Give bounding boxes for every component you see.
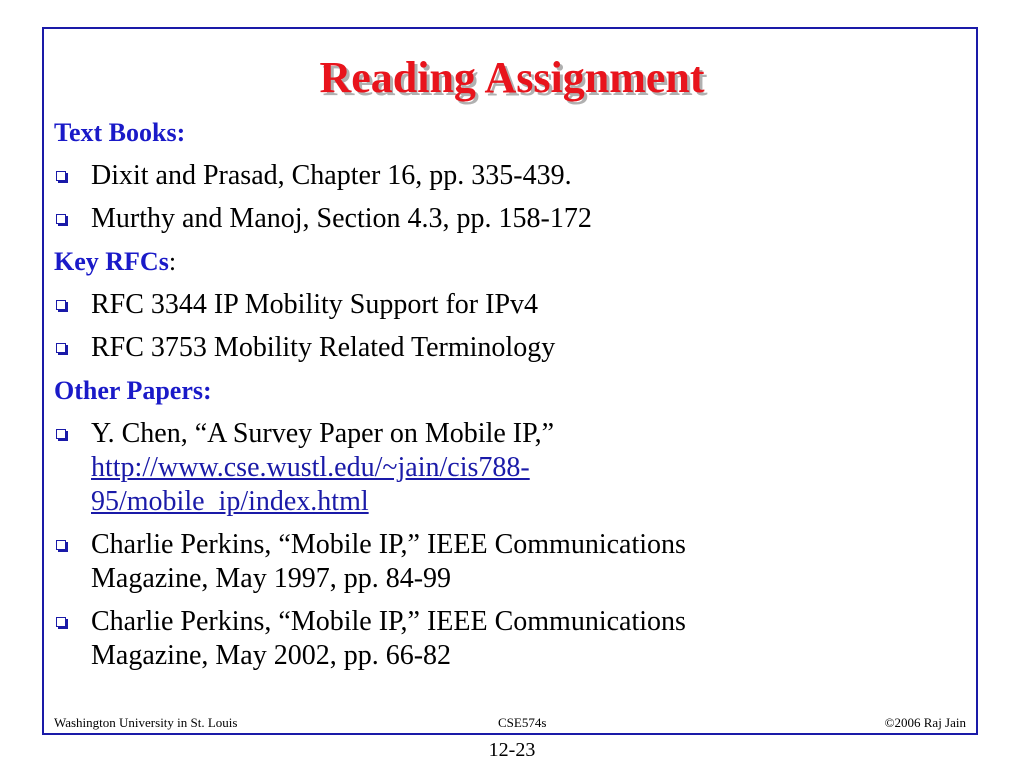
link-text-part1[interactable]: http://www.cse.wustl.edu/~jain/cis788- [91,452,530,483]
hollow-square-bullet-icon [56,171,66,181]
hollow-square-bullet-icon [56,300,66,310]
list-item [54,331,954,365]
list-item [54,417,954,519]
list-item [54,605,954,673]
page-number: 12-23 [488,739,536,761]
section-key-rfcs [54,245,954,365]
list-item-text: Magazine, May 2002, pp. 66-82 [91,640,452,671]
heading-colon: : [168,247,177,276]
list-item-text: Magazine, May 1997, pp. 84-99 [91,563,452,594]
list-item-text: RFC 3344 IP Mobility Support for IPv4 [91,289,539,320]
section-heading-other-papers: Other Papers: [54,376,212,405]
footer-course: CSE574s [498,715,547,730]
survey-paper-link[interactable] [91,451,954,519]
slide-title: Reading Assignment [319,53,705,102]
section-heading-key-rfcs-text: Key RFCs [54,247,169,276]
footer-copyright: ©2006 Raj Jain [884,715,966,730]
section-other-papers [54,374,954,673]
list-item-text: Dixit and Prasad, Chapter 16, pp. 335-439. [91,160,572,191]
hollow-square-bullet-icon [56,429,66,439]
hollow-square-bullet-icon [56,343,66,353]
list-item [54,528,954,596]
list-item-text: Charlie Perkins, “Mobile IP,” IEEE Communications [91,606,686,637]
footer-institution: Washington University in St. Louis [54,715,238,730]
list-item [54,202,954,236]
hollow-square-bullet-icon [56,617,66,627]
slide-footer [54,714,966,732]
section-heading-text-books: Text Books: [54,118,186,147]
list-item-text: Y. Chen, “A Survey Paper on Mobile IP,” [91,418,554,449]
list-item-text: Murthy and Manoj, Section 4.3, pp. 158-172 [91,203,592,234]
section-heading-key-rfcs [54,245,954,279]
link-text-part2[interactable]: 95/mobile_ip/index.html [91,486,369,517]
list-item [54,288,954,322]
section-text-books [54,116,954,236]
list-item-text: RFC 3753 Mobility Related Terminology [91,332,556,363]
hollow-square-bullet-icon [56,540,66,550]
hollow-square-bullet-icon [56,214,66,224]
list-item [54,159,954,193]
slide-content [54,116,954,682]
list-item-text: Charlie Perkins, “Mobile IP,” IEEE Communications [91,529,686,560]
